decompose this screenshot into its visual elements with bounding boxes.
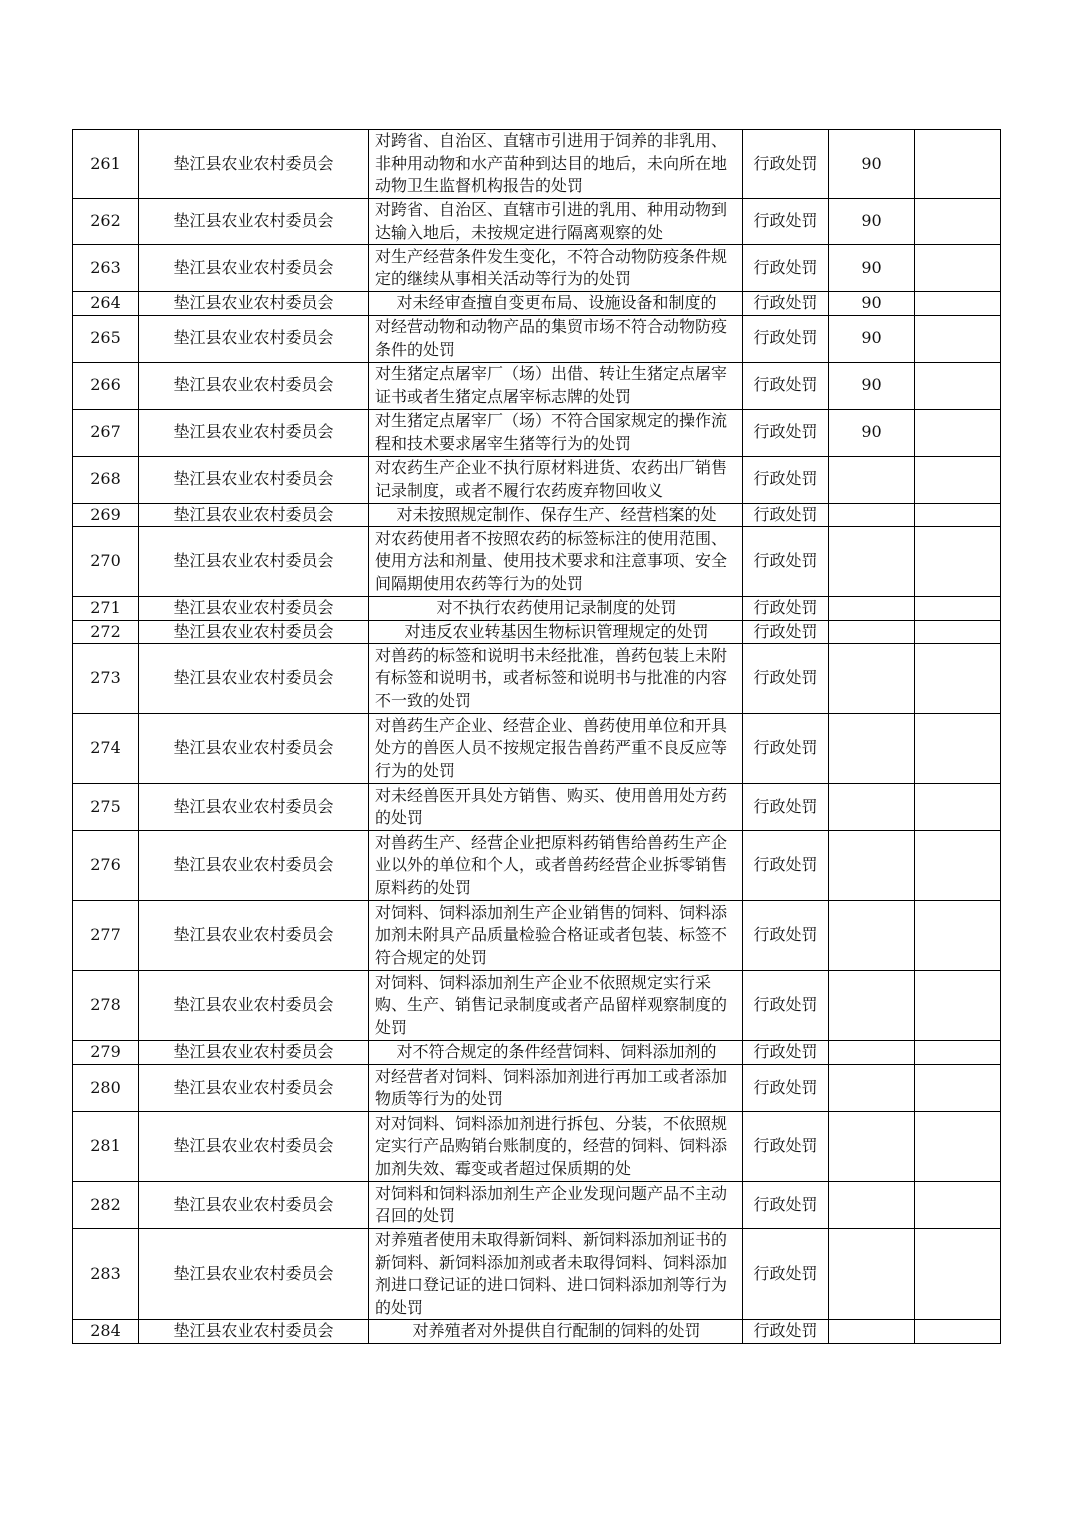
action-type-cell: 行政处罚 <box>743 831 829 901</box>
row-number-cell: 281 <box>73 1112 139 1182</box>
deadline-days-cell <box>829 901 915 971</box>
deadline-days-cell <box>829 1320 915 1344</box>
department-cell: 垫江县农业农村委员会 <box>139 409 369 456</box>
deadline-days-cell <box>829 620 915 644</box>
department-cell: 垫江县农业农村委员会 <box>139 714 369 784</box>
department-cell: 垫江县农业农村委员会 <box>139 130 369 199</box>
table-row <box>73 971 1001 1041</box>
remarks-cell <box>915 456 1001 503</box>
action-type-cell: 行政处罚 <box>743 1320 829 1344</box>
row-number-cell: 282 <box>73 1182 139 1229</box>
action-type-cell: 行政处罚 <box>743 901 829 971</box>
deadline-days-cell: 90 <box>829 245 915 292</box>
table-row <box>73 315 1001 362</box>
deadline-days-cell: 90 <box>829 315 915 362</box>
table-row <box>73 292 1001 316</box>
table-row <box>73 1229 1001 1320</box>
table-row <box>73 784 1001 831</box>
department-cell: 垫江县农业农村委员会 <box>139 503 369 527</box>
table-row <box>73 456 1001 503</box>
penalty-item-cell: 对生猪定点屠宰厂（场）出借、转让生猪定点屠宰证书或者生猪定点屠宰标志牌的处罚 <box>369 362 743 409</box>
remarks-cell <box>915 620 1001 644</box>
penalty-item-cell: 对经营者对饲料、饲料添加剂进行再加工或者添加物质等行为的处罚 <box>369 1065 743 1112</box>
penalty-item-cell: 对未经审查擅自变更布局、设施设备和制度的 <box>369 292 743 316</box>
remarks-cell <box>915 527 1001 597</box>
table-row <box>73 199 1001 245</box>
penalty-items-table <box>72 129 1001 1344</box>
action-type-cell: 行政处罚 <box>743 1065 829 1112</box>
department-cell: 垫江县农业农村委员会 <box>139 362 369 409</box>
table-row <box>73 130 1001 199</box>
remarks-cell <box>915 503 1001 527</box>
deadline-days-cell <box>829 644 915 714</box>
table-row <box>73 1041 1001 1065</box>
deadline-days-cell <box>829 1112 915 1182</box>
department-cell: 垫江县农业农村委员会 <box>139 199 369 245</box>
remarks-cell <box>915 199 1001 245</box>
penalty-item-cell: 对不符合规定的条件经营饲料、饲料添加剂的 <box>369 1041 743 1065</box>
deadline-days-cell <box>829 971 915 1041</box>
row-number-cell: 263 <box>73 245 139 292</box>
remarks-cell <box>915 831 1001 901</box>
action-type-cell: 行政处罚 <box>743 784 829 831</box>
row-number-cell: 267 <box>73 409 139 456</box>
action-type-cell: 行政处罚 <box>743 199 829 245</box>
department-cell: 垫江县农业农村委员会 <box>139 1065 369 1112</box>
remarks-cell <box>915 644 1001 714</box>
action-type-cell: 行政处罚 <box>743 409 829 456</box>
penalty-item-cell: 对养殖者对外提供自行配制的饲料的处罚 <box>369 1320 743 1344</box>
remarks-cell <box>915 714 1001 784</box>
action-type-cell: 行政处罚 <box>743 714 829 784</box>
department-cell: 垫江县农业农村委员会 <box>139 456 369 503</box>
department-cell: 垫江县农业农村委员会 <box>139 901 369 971</box>
deadline-days-cell <box>829 527 915 597</box>
row-number-cell: 264 <box>73 292 139 316</box>
action-type-cell: 行政处罚 <box>743 456 829 503</box>
deadline-days-cell <box>829 784 915 831</box>
row-number-cell: 275 <box>73 784 139 831</box>
row-number-cell: 278 <box>73 971 139 1041</box>
remarks-cell <box>915 130 1001 199</box>
table-row <box>73 1065 1001 1112</box>
department-cell: 垫江县农业农村委员会 <box>139 245 369 292</box>
action-type-cell: 行政处罚 <box>743 620 829 644</box>
table-row <box>73 503 1001 527</box>
penalty-item-cell: 对跨省、自治区、直辖市引进的乳用、种用动物到达输入地后，未按规定进行隔离观察的处 <box>369 199 743 245</box>
row-number-cell: 269 <box>73 503 139 527</box>
table-row <box>73 1112 1001 1182</box>
row-number-cell: 284 <box>73 1320 139 1344</box>
action-type-cell: 行政处罚 <box>743 503 829 527</box>
table-body <box>73 130 1001 1344</box>
department-cell: 垫江县农业农村委员会 <box>139 315 369 362</box>
department-cell: 垫江县农业农村委员会 <box>139 292 369 316</box>
remarks-cell <box>915 1229 1001 1320</box>
remarks-cell <box>915 1320 1001 1344</box>
row-number-cell: 274 <box>73 714 139 784</box>
penalty-item-cell: 对兽药生产企业、经营企业、兽药使用单位和开具处方的兽医人员不按规定报告兽药严重不良反应等行为的处罚 <box>369 714 743 784</box>
department-cell: 垫江县农业农村委员会 <box>139 971 369 1041</box>
department-cell: 垫江县农业农村委员会 <box>139 831 369 901</box>
department-cell: 垫江县农业农村委员会 <box>139 620 369 644</box>
department-cell: 垫江县农业农村委员会 <box>139 784 369 831</box>
penalty-item-cell: 对饲料、饲料添加剂生产企业销售的饲料、饲料添加剂未附具产品质量检验合格证或者包装、标签不符合规定的处罚 <box>369 901 743 971</box>
deadline-days-cell <box>829 597 915 621</box>
remarks-cell <box>915 971 1001 1041</box>
table-row <box>73 527 1001 597</box>
deadline-days-cell <box>829 1182 915 1229</box>
row-number-cell: 273 <box>73 644 139 714</box>
row-number-cell: 280 <box>73 1065 139 1112</box>
remarks-cell <box>915 1065 1001 1112</box>
deadline-days-cell <box>829 1041 915 1065</box>
action-type-cell: 行政处罚 <box>743 292 829 316</box>
deadline-days-cell: 90 <box>829 409 915 456</box>
remarks-cell <box>915 597 1001 621</box>
action-type-cell: 行政处罚 <box>743 315 829 362</box>
deadline-days-cell <box>829 503 915 527</box>
table-row <box>73 1320 1001 1344</box>
row-number-cell: 270 <box>73 527 139 597</box>
row-number-cell: 261 <box>73 130 139 199</box>
action-type-cell: 行政处罚 <box>743 597 829 621</box>
penalty-item-cell: 对经营动物和动物产品的集贸市场不符合动物防疫条件的处罚 <box>369 315 743 362</box>
deadline-days-cell <box>829 831 915 901</box>
table-row <box>73 901 1001 971</box>
remarks-cell <box>915 292 1001 316</box>
action-type-cell: 行政处罚 <box>743 362 829 409</box>
row-number-cell: 276 <box>73 831 139 901</box>
penalty-item-cell: 对农药生产企业不执行原材料进货、农药出厂销售记录制度，或者不履行农药废弃物回收义 <box>369 456 743 503</box>
deadline-days-cell: 90 <box>829 362 915 409</box>
row-number-cell: 271 <box>73 597 139 621</box>
penalty-item-cell: 对违反农业转基因生物标识管理规定的处罚 <box>369 620 743 644</box>
table-row <box>73 831 1001 901</box>
action-type-cell: 行政处罚 <box>743 245 829 292</box>
deadline-days-cell <box>829 1229 915 1320</box>
remarks-cell <box>915 362 1001 409</box>
department-cell: 垫江县农业农村委员会 <box>139 1229 369 1320</box>
action-type-cell: 行政处罚 <box>743 1229 829 1320</box>
department-cell: 垫江县农业农村委员会 <box>139 1182 369 1229</box>
table-row <box>73 597 1001 621</box>
penalty-item-cell: 对生产经营条件发生变化，不符合动物防疫条件规定的继续从事相关活动等行为的处罚 <box>369 245 743 292</box>
department-cell: 垫江县农业农村委员会 <box>139 597 369 621</box>
penalty-item-cell: 对饲料和饲料添加剂生产企业发现问题产品不主动召回的处罚 <box>369 1182 743 1229</box>
remarks-cell <box>915 1112 1001 1182</box>
table-row <box>73 714 1001 784</box>
penalty-item-cell: 对兽药的标签和说明书未经批准，兽药包装上未附有标签和说明书，或者标签和说明书与批准的内容不一致的处罚 <box>369 644 743 714</box>
action-type-cell: 行政处罚 <box>743 130 829 199</box>
table-row <box>73 620 1001 644</box>
penalty-item-cell: 对未经兽医开具处方销售、购买、使用兽用处方药的处罚 <box>369 784 743 831</box>
penalty-item-cell: 对饲料、饲料添加剂生产企业不依照规定实行采购、生产、销售记录制度或者产品留样观察制度的处罚 <box>369 971 743 1041</box>
penalty-item-cell: 对跨省、自治区、直辖市引进用于饲养的非乳用、非种用动物和水产苗种到达目的地后，未向所在地动物卫生监督机构报告的处罚 <box>369 130 743 199</box>
remarks-cell <box>915 901 1001 971</box>
action-type-cell: 行政处罚 <box>743 1041 829 1065</box>
department-cell: 垫江县农业农村委员会 <box>139 1041 369 1065</box>
row-number-cell: 272 <box>73 620 139 644</box>
deadline-days-cell <box>829 714 915 784</box>
penalty-item-cell: 对农药使用者不按照农药的标签标注的使用范围、使用方法和剂量、使用技术要求和注意事项、安全间隔期使用农药等行为的处罚 <box>369 527 743 597</box>
row-number-cell: 262 <box>73 199 139 245</box>
remarks-cell <box>915 1041 1001 1065</box>
department-cell: 垫江县农业农村委员会 <box>139 1320 369 1344</box>
table-row <box>73 409 1001 456</box>
deadline-days-cell <box>829 456 915 503</box>
remarks-cell <box>915 1182 1001 1229</box>
action-type-cell: 行政处罚 <box>743 1182 829 1229</box>
deadline-days-cell: 90 <box>829 199 915 245</box>
deadline-days-cell: 90 <box>829 292 915 316</box>
row-number-cell: 283 <box>73 1229 139 1320</box>
deadline-days-cell: 90 <box>829 130 915 199</box>
action-type-cell: 行政处罚 <box>743 644 829 714</box>
department-cell: 垫江县农业农村委员会 <box>139 1112 369 1182</box>
penalty-item-cell: 对生猪定点屠宰厂（场）不符合国家规定的操作流程和技术要求屠宰生猪等行为的处罚 <box>369 409 743 456</box>
penalty-item-cell: 对养殖者使用未取得新饲料、新饲料添加剂证书的新饲料、新饲料添加剂或者未取得饲料、饲料添加剂进口登记证的进口饲料、进口饲料添加剂等行为的处罚 <box>369 1229 743 1320</box>
row-number-cell: 265 <box>73 315 139 362</box>
penalty-item-cell: 对不执行农药使用记录制度的处罚 <box>369 597 743 621</box>
table-row <box>73 245 1001 292</box>
penalty-item-cell: 对兽药生产、经营企业把原料药销售给兽药生产企业以外的单位和个人，或者兽药经营企业拆零销售原料药的处罚 <box>369 831 743 901</box>
row-number-cell: 266 <box>73 362 139 409</box>
row-number-cell: 277 <box>73 901 139 971</box>
department-cell: 垫江县农业农村委员会 <box>139 527 369 597</box>
penalty-item-cell: 对对饲料、饲料添加剂进行拆包、分装，不依照规定实行产品购销台账制度的，经营的饲料、饲料添加剂失效、霉变或者超过保质期的处 <box>369 1112 743 1182</box>
table-row <box>73 644 1001 714</box>
remarks-cell <box>915 784 1001 831</box>
row-number-cell: 279 <box>73 1041 139 1065</box>
action-type-cell: 行政处罚 <box>743 1112 829 1182</box>
action-type-cell: 行政处罚 <box>743 527 829 597</box>
action-type-cell: 行政处罚 <box>743 971 829 1041</box>
row-number-cell: 268 <box>73 456 139 503</box>
department-cell: 垫江县农业农村委员会 <box>139 644 369 714</box>
remarks-cell <box>915 409 1001 456</box>
remarks-cell <box>915 315 1001 362</box>
table-row <box>73 1182 1001 1229</box>
penalty-item-cell: 对未按照规定制作、保存生产、经营档案的处 <box>369 503 743 527</box>
deadline-days-cell <box>829 1065 915 1112</box>
table-row <box>73 362 1001 409</box>
remarks-cell <box>915 245 1001 292</box>
